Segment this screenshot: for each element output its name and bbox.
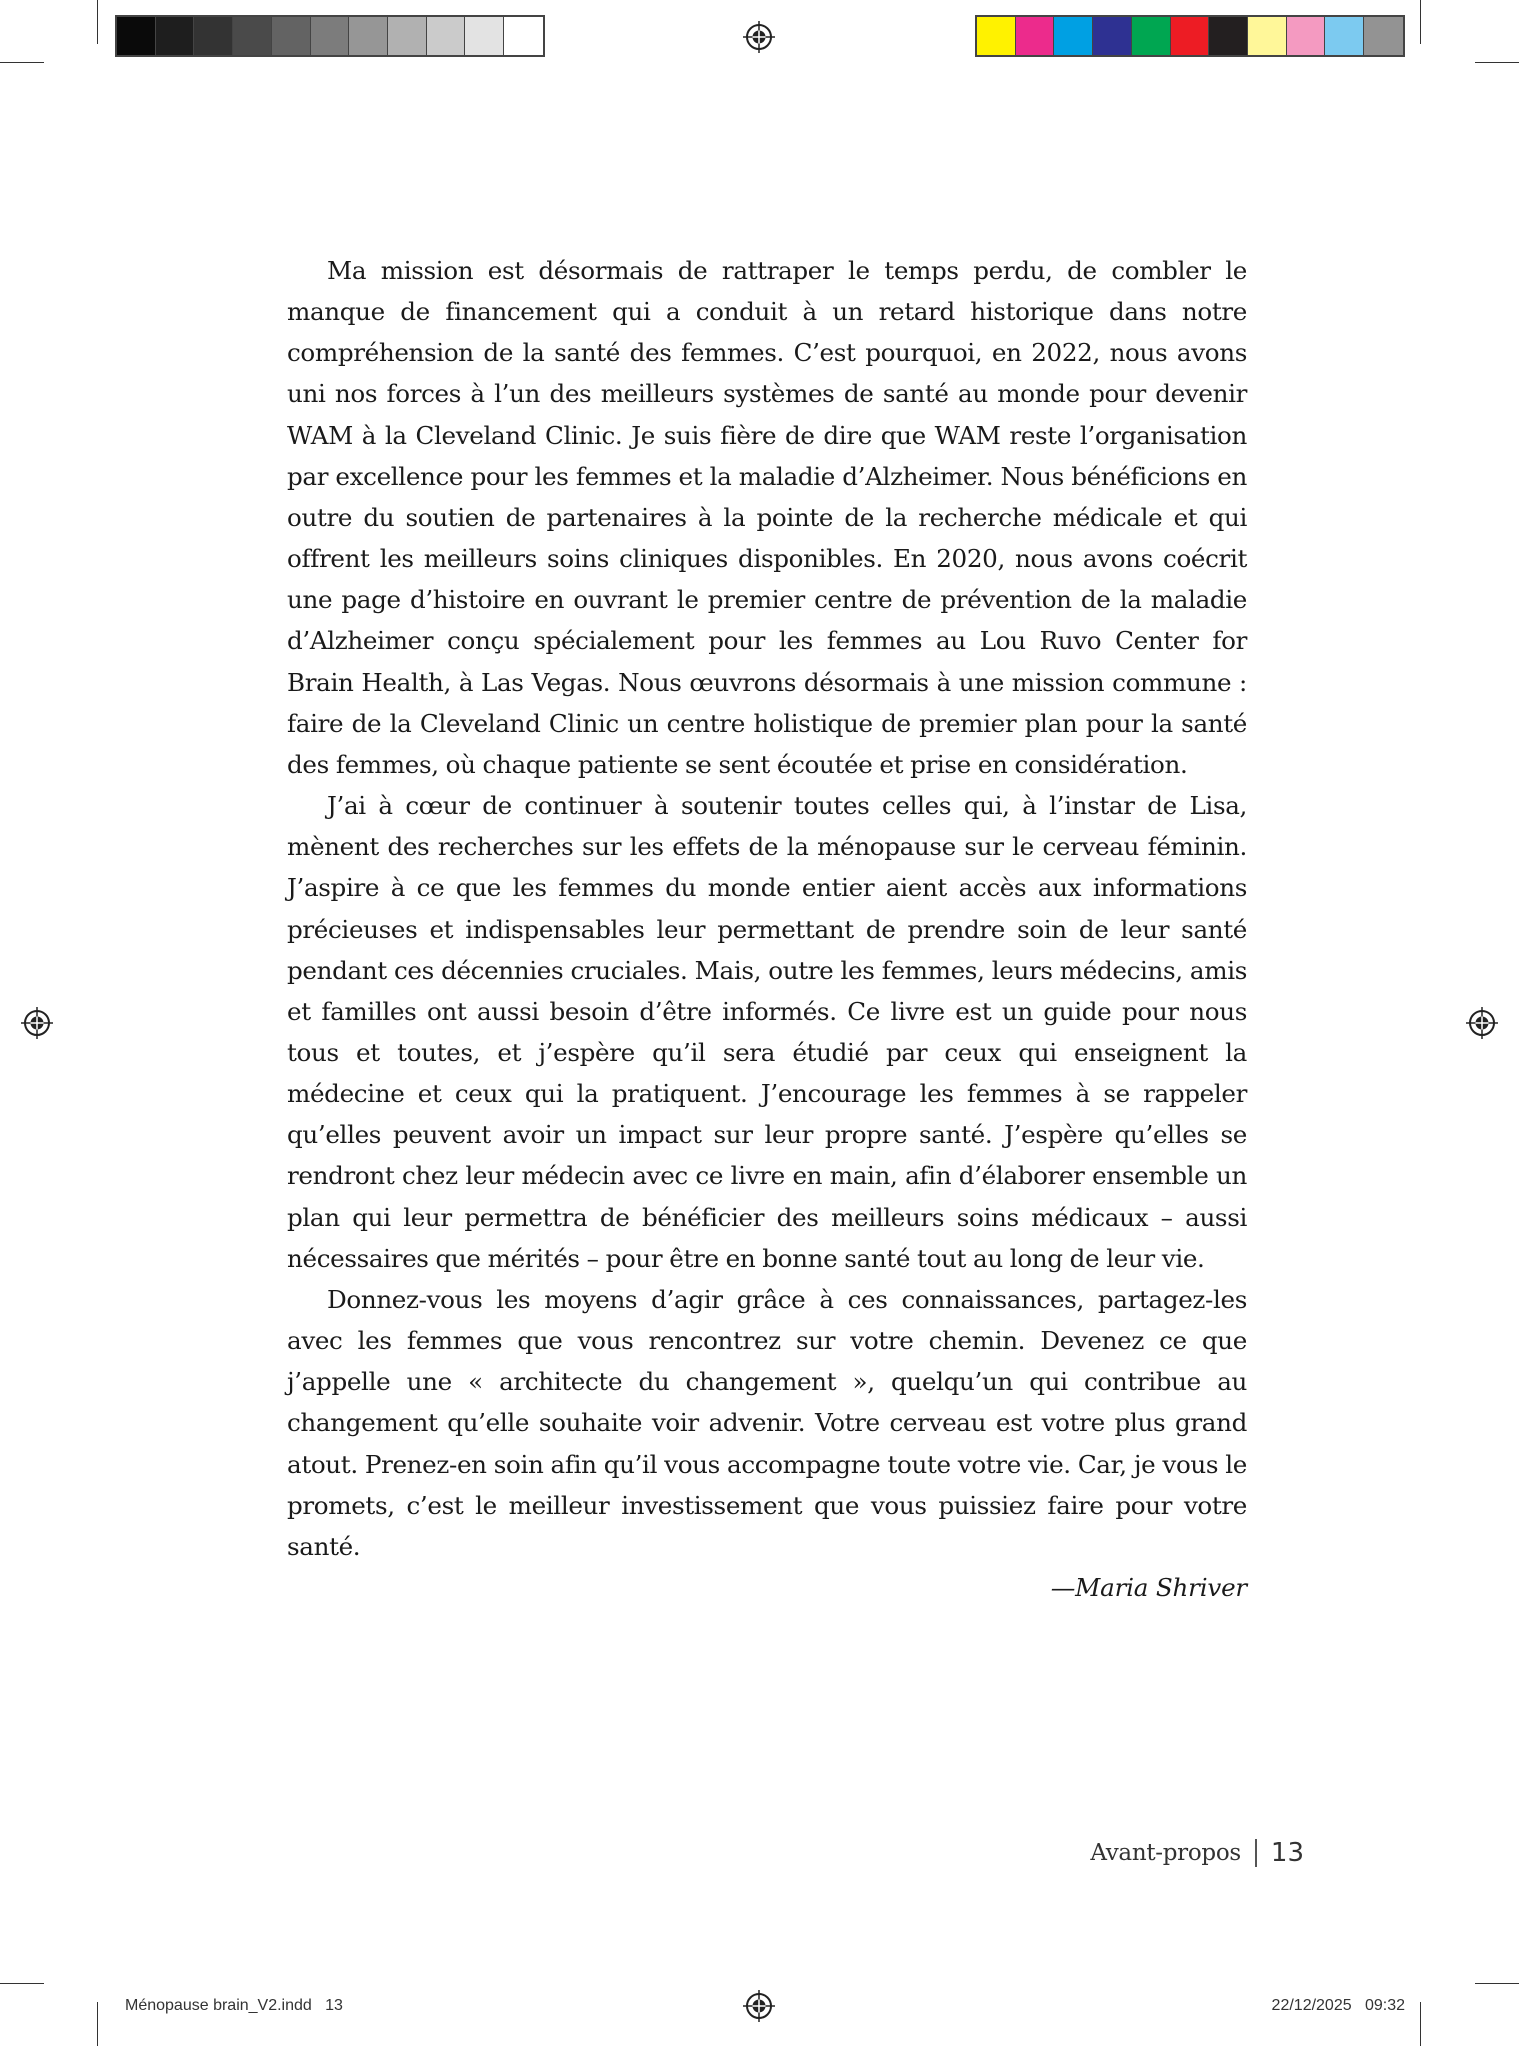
body-text	[287, 250, 1247, 1608]
color-swatch	[233, 17, 272, 55]
color-swatch	[1209, 17, 1248, 55]
process-color-bar	[975, 15, 1405, 57]
crop-mark	[1475, 62, 1519, 63]
color-swatch	[156, 17, 195, 55]
color-swatch	[1325, 17, 1364, 55]
footer-separator	[1255, 1839, 1257, 1867]
color-swatch	[1093, 17, 1132, 55]
crop-mark	[0, 1983, 44, 1984]
color-swatch	[388, 17, 427, 55]
color-swatch	[311, 17, 350, 55]
color-swatch	[117, 17, 156, 55]
registration-mark-icon	[20, 1006, 54, 1040]
color-swatch	[465, 17, 504, 55]
color-swatch	[1171, 17, 1210, 55]
color-swatch	[977, 17, 1016, 55]
color-swatch	[1248, 17, 1287, 55]
color-swatch	[272, 17, 311, 55]
color-swatch	[1054, 17, 1093, 55]
slug-date: 22/12/2025 09:32	[1271, 1997, 1405, 2014]
color-swatch	[427, 17, 466, 55]
registration-mark-icon	[742, 1989, 776, 2023]
crop-mark	[1420, 0, 1421, 44]
color-swatch	[194, 17, 233, 55]
color-swatch	[1364, 17, 1403, 55]
paragraph: Donnez-vous les moyens d’agir grâce à ces connaissances, partagez-les avec les femmes que vous rencontrez sur votre chemin. Devenez ce que j’appelle une « architecte du changement », quelqu’un qui contribue au changement qu’elle souhaite voir advenir. Votre cerveau est votre plus grand atout. Prenez-en soin afin qu’il vous accompagne toute votre vie. Car, je vous le promets, c’est le meilleur investissement que vous puissiez faire pour votre santé.	[287, 1284, 1247, 1561]
crop-mark	[0, 62, 44, 63]
gray-color-bar	[115, 15, 545, 57]
color-swatch	[1016, 17, 1055, 55]
crop-mark	[97, 2002, 98, 2046]
author-signature: —Maria Shriver	[1050, 1573, 1247, 1602]
registration-mark-icon	[742, 20, 776, 54]
color-swatch	[349, 17, 388, 55]
crop-mark	[1420, 2002, 1421, 2046]
color-swatch	[1132, 17, 1171, 55]
color-swatch	[1287, 17, 1326, 55]
crop-mark	[1475, 1983, 1519, 1984]
registration-mark-icon	[1465, 1006, 1499, 1040]
paragraph: J’ai à cœur de continuer à soutenir toutes celles qui, à l’instar de Lisa, mènent des recherches sur les effets de la ménopause sur le cerveau féminin. J’aspire à ce que les femmes du monde entier aient accès aux informations précieuses et indispensables leur permettant de prendre soin de leur santé pendant ces décennies cruciales. Mais, outre les femmes, leurs médecins, amis et familles ont aussi besoin d’être informés. Ce livre est un guide pour nous tous et toutes, et j’espère qu’il sera étudié par ceux qui enseignent la médecine et ceux qui la pratiquent. J’encourage les femmes à se rappeler qu’elles peuvent avoir un impact sur leur propre santé. J’espère qu’elles se rendront chez leur médecin avec ce livre en main, afin d’élaborer ensemble un plan qui leur permettra de bénéficier des meilleurs soins médicaux – aussi nécessaires que mérités – pour être en bonne santé tout au long de leur vie.	[287, 791, 1247, 1273]
paragraph: Ma mission est désormais de rattraper le temps perdu, de combler le manque de financement qui a conduit à un retard historique dans notre compréhension de la santé des femmes. C’est pourquoi, en 2022, nous avons uni nos forces à l’un des meilleurs systèmes de santé au monde pour devenir WAM à la Cleveland Clinic. Je suis fière de dire que WAM reste l’organisation par excellence pour les femmes et la maladie d’Alzheimer. Nous bénéficions en outre du soutien de partenaires à la pointe de la recherche médicale et qui offrent les meilleurs soins cliniques disponibles. En 2020, nous avons coécrit une page d’histoire en ouvrant le premier centre de prévention de la maladie d’Alzheimer conçu spécialement pour les femmes au Lou Ruvo Center for Brain Health, à Las Vegas. Nous œuvrons désormais à une mission commune : faire de la Cleveland Clinic un centre holistique de premier plan pour la santé des femmes, où chaque patiente se sent écoutée et prise en considération.	[287, 256, 1247, 779]
slug-file-name: Ménopause brain_V2.indd 13	[125, 1997, 343, 2014]
crop-mark	[97, 0, 98, 44]
page-number: 13	[1270, 1838, 1304, 1868]
color-swatch	[504, 17, 543, 55]
running-footer	[1090, 1838, 1304, 1868]
section-name: Avant-propos	[1090, 1840, 1241, 1866]
